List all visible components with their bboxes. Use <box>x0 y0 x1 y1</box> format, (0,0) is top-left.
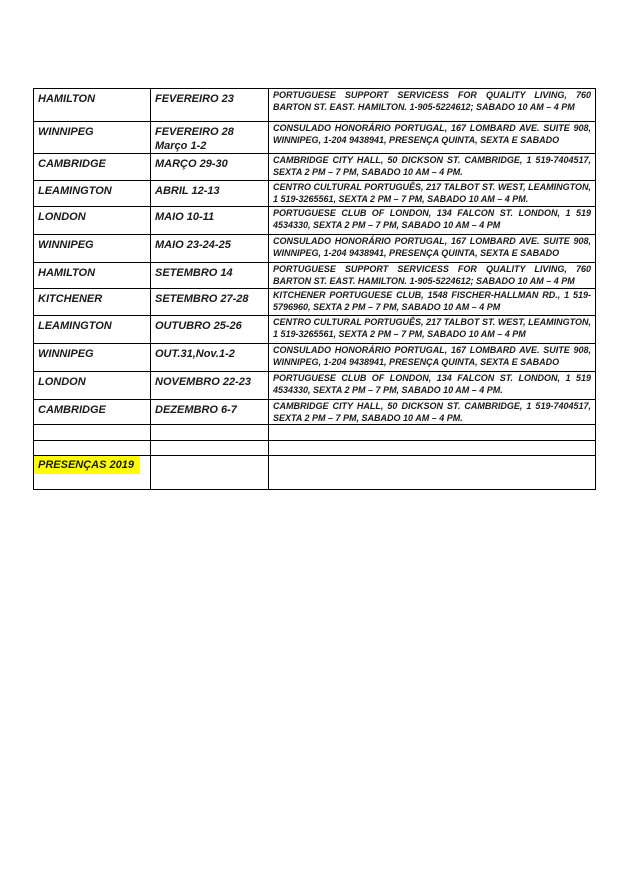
date-cell <box>151 122 269 154</box>
table-row <box>34 400 596 425</box>
city-cell <box>34 289 151 316</box>
schedule-table-body <box>34 89 596 490</box>
table-row <box>34 235 596 263</box>
details-cell <box>269 425 596 441</box>
date-cell <box>151 344 269 372</box>
date-cell <box>151 372 269 400</box>
date-cell <box>151 316 269 344</box>
details-cell: PORTUGUESE SUPPORT SERVICESS FOR QUALITY LIVING, 760 BARTON ST. EAST. HAMILTON. 1-905-5224612; SABADO 10 AM – 4 PM <box>269 89 596 122</box>
city-cell <box>34 154 151 181</box>
city-cell <box>34 235 151 263</box>
city-cell <box>34 122 151 154</box>
table-row <box>34 316 596 344</box>
table-row <box>34 456 596 490</box>
city-cell <box>34 400 151 425</box>
date-label: FEVEREIRO 28 <box>155 126 234 138</box>
details-cell: CAMBRIDGE CITY HALL, 50 DICKSON ST. CAMBRIDGE, 1 519-7404517, SEXTA 2 PM – 7 PM, SABADO 10 AM – 4 PM. <box>269 154 596 181</box>
date-cell <box>151 441 269 456</box>
city-cell <box>34 207 151 235</box>
details-cell: CONSULADO HONORÁRIO PORTUGAL, 167 LOMBARD AVE. SUITE 908, WINNIPEG, 1-204 9438941, PRESENÇA QUINTA, SEXTA E SABADO <box>269 344 596 372</box>
city-label: HAMILTON <box>38 93 96 105</box>
date-cell <box>151 89 269 122</box>
date-label-line2: Março 1-2 <box>155 140 207 152</box>
table-row <box>34 181 596 207</box>
details-cell: CAMBRIDGE CITY HALL, 50 DICKSON ST. CAMBRIDGE, 1 519-7404517, SEXTA 2 PM – 7 PM, SABADO 10 AM – 4 PM. <box>269 400 596 425</box>
date-label: MARÇO 29-30 <box>155 158 228 170</box>
date-cell <box>151 181 269 207</box>
table-row <box>34 207 596 235</box>
city-label: LONDON <box>38 211 86 223</box>
details-cell: PORTUGUESE SUPPORT SERVICESS FOR QUALITY LIVING, 760 BARTON ST. EAST. HAMILTON. 1-905-5224612; SABADO 10 AM – 4 PM <box>269 263 596 289</box>
date-label: MAIO 23-24-25 <box>155 239 231 251</box>
details-cell: PORTUGUESE CLUB OF LONDON, 134 FALCON ST. LONDON, 1 519 4534330, SEXTA 2 PM – 7 PM, SABADO 10 AM – 4 PM. <box>269 372 596 400</box>
table-row <box>34 344 596 372</box>
date-cell <box>151 425 269 441</box>
city-label: CAMBRIDGE <box>38 158 106 170</box>
table-row <box>34 122 596 154</box>
city-cell <box>34 89 151 122</box>
table-row <box>34 289 596 316</box>
city-label: LONDON <box>38 376 86 388</box>
details-cell <box>269 441 596 456</box>
city-cell <box>34 372 151 400</box>
table-row <box>34 263 596 289</box>
presencas-title-label: PRESENÇAS 2019 <box>34 456 140 474</box>
city-cell <box>34 344 151 372</box>
city-label: KITCHENER <box>38 293 103 305</box>
details-cell <box>269 456 596 490</box>
date-label: DEZEMBRO 6-7 <box>155 404 237 416</box>
date-label: OUTUBRO 25-26 <box>155 320 242 332</box>
city-label: WINNIPEG <box>38 348 94 360</box>
details-cell: CENTRO CULTURAL PORTUGUÊS, 217 TALBOT ST. WEST, LEAMINGTON, 1 519-3265561, SEXTA 2 PM – 7 PM, SABADO 10 AM – 4 PM. <box>269 181 596 207</box>
table-row <box>34 425 596 441</box>
details-cell: CENTRO CULTURAL PORTUGUÊS, 217 TALBOT ST. WEST, LEAMINGTON, 1 519-3265561, SEXTA 2 PM – 7 PM, SABADO 10 AM – 4 PM <box>269 316 596 344</box>
table-row <box>34 89 596 122</box>
city-label: HAMILTON <box>38 267 96 279</box>
city-label: LEAMINGTON <box>38 185 112 197</box>
table-row <box>34 441 596 456</box>
date-cell <box>151 456 269 490</box>
details-cell: CONSULADO HONORÁRIO PORTUGAL, 167 LOMBARD AVE. SUITE 908, WINNIPEG, 1-204 9438941, PRESENÇA QUINTA, SEXTA E SABADO <box>269 122 596 154</box>
date-label: MAIO 10-11 <box>155 211 215 223</box>
date-cell <box>151 207 269 235</box>
date-cell <box>151 235 269 263</box>
date-label: OUT.31,Nov.1-2 <box>155 348 235 360</box>
date-label: NOVEMBRO 22-23 <box>155 376 251 388</box>
city-label: LEAMINGTON <box>38 320 112 332</box>
schedule-table <box>33 88 596 490</box>
date-cell <box>151 289 269 316</box>
table-row <box>34 372 596 400</box>
date-cell <box>151 400 269 425</box>
city-label: WINNIPEG <box>38 239 94 251</box>
date-cell <box>151 263 269 289</box>
city-cell <box>34 441 151 456</box>
details-cell: KITCHENER PORTUGUESE CLUB, 1548 FISCHER-HALLMAN RD., 1 519-5796960, SEXTA 2 PM – 7 PM, SABADO 10 AM – 4 PM <box>269 289 596 316</box>
city-label: CAMBRIDGE <box>38 404 106 416</box>
city-cell <box>34 316 151 344</box>
table-row <box>34 154 596 181</box>
city-cell <box>34 425 151 441</box>
date-label: SETEMBRO 27-28 <box>155 293 249 305</box>
details-cell: CONSULADO HONORÁRIO PORTUGAL, 167 LOMBARD AVE. SUITE 908, WINNIPEG, 1-204 9438941, PRESENÇA QUINTA, SEXTA E SABADO <box>269 235 596 263</box>
details-cell: PORTUGUESE CLUB OF LONDON, 134 FALCON ST. LONDON, 1 519 4534330, SEXTA 2 PM – 7 PM, SABADO 10 AM – 4 PM <box>269 207 596 235</box>
date-label: FEVEREIRO 23 <box>155 93 234 105</box>
date-cell <box>151 154 269 181</box>
presencas-title-cell <box>34 456 151 490</box>
city-label: WINNIPEG <box>38 126 94 138</box>
city-cell <box>34 263 151 289</box>
city-cell <box>34 181 151 207</box>
date-label: ABRIL 12-13 <box>155 185 220 197</box>
date-label: SETEMBRO 14 <box>155 267 233 279</box>
